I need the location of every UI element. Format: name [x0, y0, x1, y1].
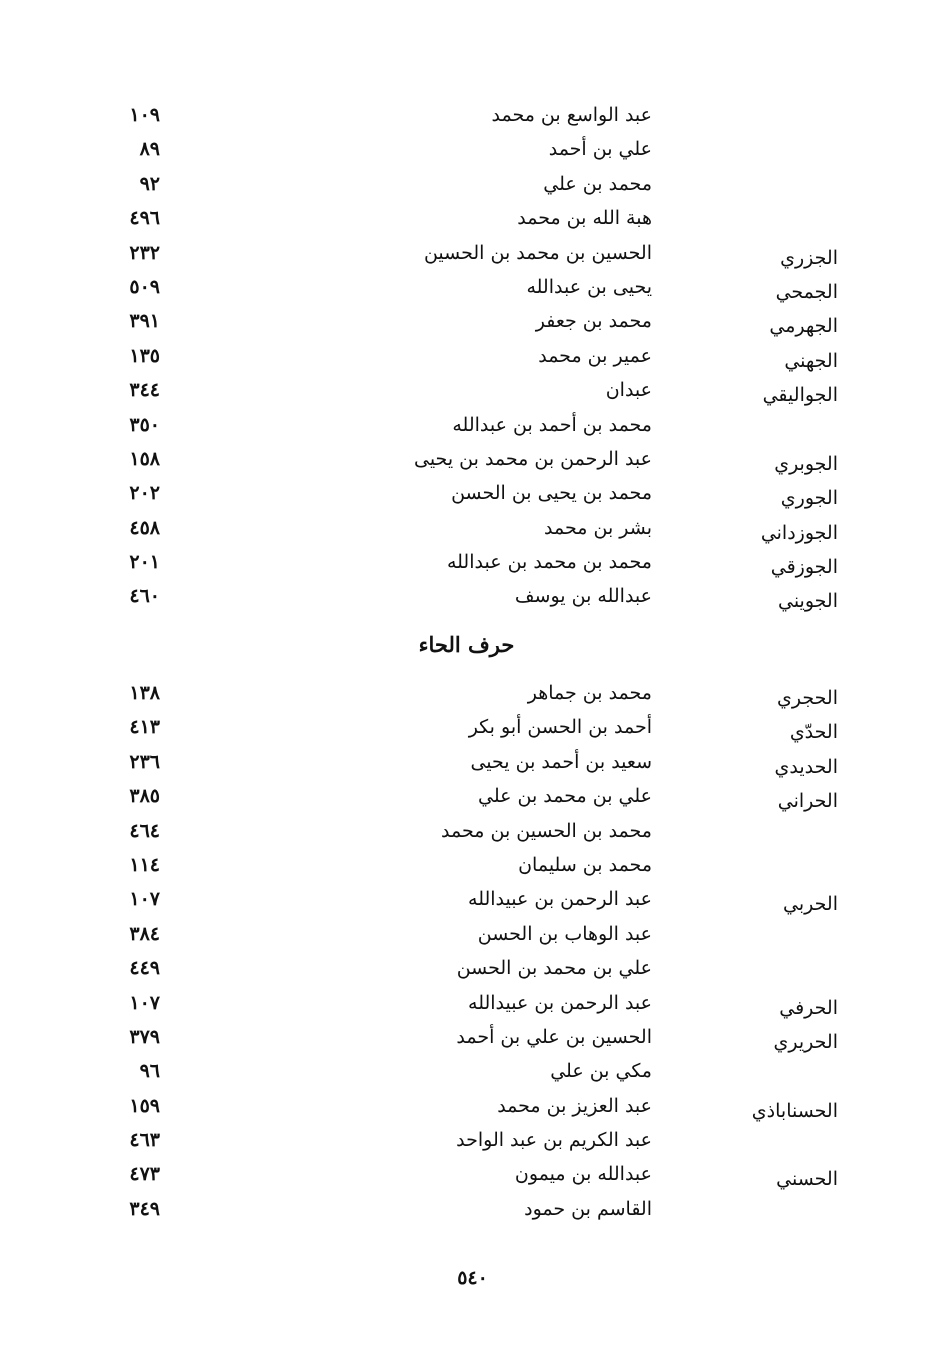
index-entry-row	[0, 1089, 941, 1123]
nisba-label: الجويني	[777, 590, 838, 613]
person-name: محمد بن محمد بن عبدالله	[446, 551, 652, 574]
page-reference: ١١٤	[129, 853, 160, 876]
person-name: القاسم بن حمود	[524, 1197, 652, 1220]
page-reference: ٣٤٤	[129, 379, 160, 402]
person-name: علي بن محمد بن الحسن	[456, 957, 652, 980]
nisba-label: الجوزداني	[760, 521, 838, 544]
page-reference: ١٠٩	[129, 104, 160, 126]
person-name: عبدان	[605, 379, 652, 402]
nisba-label: الجوبري	[774, 452, 838, 475]
person-name: علي بن أحمد	[548, 138, 652, 161]
person-name: محمد بن يحيى بن الحسن	[451, 482, 652, 505]
section-heading: حرف الحاء	[418, 632, 515, 657]
nisba-label: الجهرمي	[769, 315, 838, 338]
index-entry-row	[0, 1054, 941, 1088]
index-entry-row	[0, 408, 941, 442]
nisba-label: الجزري	[780, 246, 838, 269]
index-entry-row	[0, 848, 941, 882]
nisba-label: الحديدي	[774, 755, 838, 778]
person-name: عبد الوهاب بن الحسن	[477, 922, 652, 945]
page-reference: ١٥٩	[129, 1094, 160, 1117]
nisba-label: الحسناباذي	[751, 1099, 838, 1122]
page-reference: ٤٧٣	[129, 1163, 160, 1186]
index-entry-row	[0, 1123, 941, 1157]
nisba-label: الحريري	[773, 1030, 838, 1053]
page-reference: ٩٢	[139, 172, 160, 195]
person-name: عبد الكريم بن عبد الواحد	[456, 1129, 652, 1152]
page-reference: ٤٦٤	[129, 819, 160, 842]
person-name: الحسين بن محمد بن الحسين	[423, 241, 652, 264]
index-entry-row	[0, 917, 941, 951]
page-reference: ٢٠٢	[129, 482, 160, 505]
nisba-label: الجواليقي	[762, 384, 838, 407]
nisba-label: الحراني	[777, 790, 838, 813]
index-entry-row	[0, 201, 941, 235]
page-reference: ٨٩	[139, 138, 160, 161]
page-reference: ٤٥٨	[129, 516, 160, 539]
person-name: عبد الواسع بن محمد	[491, 104, 652, 126]
nisba-label: الجوري	[780, 487, 838, 510]
page-reference: ٣٩١	[129, 310, 160, 333]
person-name: محمد بن أحمد بن عبدالله	[452, 413, 652, 436]
person-name: محمد بن سليمان	[518, 853, 652, 876]
person-name: محمد بن جعفر	[535, 310, 652, 333]
index-entry-row	[0, 676, 941, 710]
index-entry-row	[0, 167, 941, 201]
person-name: محمد بن علي	[543, 172, 652, 195]
nisba-label: الحسني	[776, 1168, 838, 1191]
person-name: عبدالله بن ميمون	[514, 1163, 652, 1186]
index-entry-row	[0, 476, 941, 510]
index-entry-row	[0, 710, 941, 744]
nisba-label: الجهني	[784, 349, 838, 372]
page-reference: ٣٨٤	[129, 922, 160, 945]
page-reference: ٤٩٦	[129, 207, 160, 230]
person-name: عبد الرحمن بن عبيدالله	[468, 991, 652, 1014]
page-reference: ٢٠١	[129, 551, 160, 574]
index-entry-row	[0, 779, 941, 813]
index-entry-row	[0, 373, 941, 407]
person-name: سعيد بن أحمد بن يحيى	[470, 750, 652, 773]
index-entry-row	[0, 882, 941, 916]
person-name: عبد العزيز بن محمد	[497, 1094, 652, 1117]
index-entry-row	[0, 814, 941, 848]
person-name: عبدالله بن يوسف	[514, 585, 652, 608]
index-entry-row	[0, 745, 941, 779]
page-reference: ٣٨٥	[129, 785, 160, 808]
index-entry-row	[0, 1192, 941, 1226]
page-reference: ٥٠٩	[129, 275, 160, 298]
person-name: عبد الرحمن بن محمد بن يحيى	[413, 447, 652, 470]
index-section-ha	[0, 676, 941, 1226]
person-name: بشر بن محمد	[544, 516, 652, 539]
page-reference: ١٥٨	[129, 447, 160, 470]
nisba-label: الحربي	[783, 893, 838, 916]
person-name: عبد الرحمن بن عبيدالله	[468, 888, 652, 911]
index-entry-row	[0, 236, 941, 270]
person-name: يحيى بن عبدالله	[526, 275, 652, 298]
page-reference: ٢٣٢	[129, 241, 160, 264]
page-reference: ١٣٥	[129, 344, 160, 367]
person-name: محمد بن جماهر	[527, 682, 652, 704]
person-name: محمد بن الحسين بن محمد	[441, 819, 652, 842]
nisba-label: الحجري	[777, 687, 838, 709]
index-entry-row	[0, 1157, 941, 1191]
page-reference: ٤١٣	[129, 716, 160, 739]
page-reference: ١٣٨	[129, 682, 160, 704]
index-entry-row	[0, 951, 941, 985]
page-reference: ١٠٧	[129, 888, 160, 911]
page-reference: ٤٤٩	[129, 957, 160, 980]
index-entry-row	[0, 304, 941, 338]
page-reference: ٤٦٠	[129, 585, 160, 608]
person-name: عمير بن محمد	[538, 344, 652, 367]
page-reference: ٣٤٩	[129, 1197, 160, 1220]
page-reference: ٣٧٩	[129, 1025, 160, 1048]
person-name: هبة الله بن محمد	[517, 207, 652, 230]
nisba-label: الحرفي	[779, 996, 838, 1019]
index-entry-row	[0, 511, 941, 545]
person-name: الحسين بن علي بن أحمد	[456, 1025, 652, 1048]
index-entry-row	[0, 579, 941, 613]
nisba-label: الحدّي	[789, 721, 838, 744]
index-entry-row	[0, 132, 941, 166]
page-reference: ٤٦٣	[129, 1129, 160, 1152]
person-name: علي بن محمد بن علي	[478, 785, 652, 808]
index-entry-row	[0, 1020, 941, 1054]
page-reference: ١٠٧	[129, 991, 160, 1014]
nisba-label: الجمحي	[775, 280, 838, 303]
index-entry-row	[0, 986, 941, 1020]
nisba-label: الجوزقي	[770, 556, 838, 579]
index-section-jim	[0, 98, 941, 614]
index-entry-row	[0, 98, 941, 132]
index-entry-row	[0, 339, 941, 373]
page-reference: ٢٣٦	[129, 750, 160, 773]
page-reference: ٣٥٠	[129, 413, 160, 436]
person-name: أحمد بن الحسن أبو بكر	[468, 716, 652, 739]
page-number: ٥٤٠	[457, 1267, 488, 1289]
index-entry-row	[0, 545, 941, 579]
person-name: مكي بن علي	[550, 1060, 652, 1083]
page-reference: ٩٦	[139, 1060, 160, 1083]
index-entry-row	[0, 442, 941, 476]
index-entry-row	[0, 270, 941, 304]
